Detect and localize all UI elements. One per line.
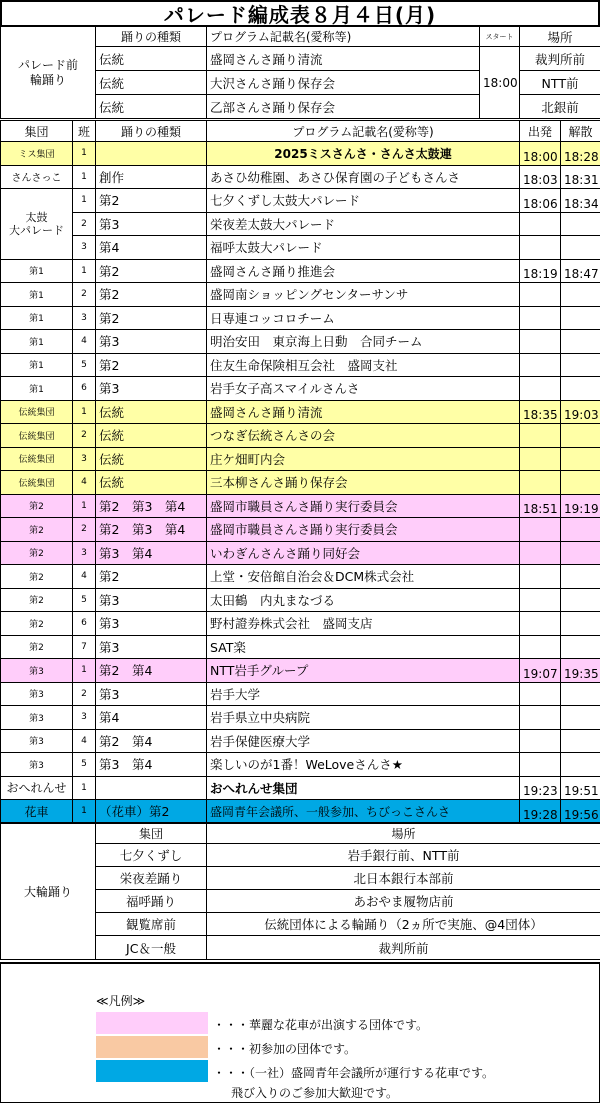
row-type: 第2 第4 [96, 729, 207, 753]
table-row [1, 588, 600, 612]
legend-text: ・・・（一社）盛岡青年会議所が運行する花車です。 [213, 1066, 495, 1080]
row-type: 第2 第4 [96, 659, 207, 683]
row-group: 第1 [1, 283, 73, 307]
row-depart: 18:35 [520, 400, 561, 424]
header-program: プログラム記載名(愛称等) [207, 121, 520, 142]
row-depart: 18:51 [520, 494, 561, 518]
row-depart [520, 635, 561, 659]
table-row [1, 330, 600, 354]
circle-place: 岩手銀行前、NTT前 [207, 844, 600, 867]
row-dismiss: 19:19 [561, 494, 600, 518]
row-group: 伝統集団 [1, 400, 73, 424]
row-depart: 19:07 [520, 659, 561, 683]
row-dismiss [561, 682, 600, 706]
row-program: 楽しいのが1番！WeLoveさんさ★ [207, 753, 520, 777]
row-depart [520, 565, 561, 589]
table-row [1, 236, 600, 260]
row-type: 第3 [96, 330, 207, 354]
legend-footer: 飛び入りのご参加大歓迎です。 [231, 1086, 399, 1100]
row-group: 第2 [1, 588, 73, 612]
pre-row-program: 盛岡さんさ踊り清流 [207, 47, 480, 71]
row-program: NTT岩手グループ [207, 659, 520, 683]
row-type: 第3 第4 [96, 753, 207, 777]
header-type: 踊りの種類 [96, 27, 207, 47]
row-team: 6 [73, 377, 96, 401]
row-dismiss [561, 236, 600, 260]
header-start: スタート [480, 27, 520, 47]
row-team: 3 [73, 447, 96, 471]
big-circle-label: 大輪踊り [1, 823, 96, 960]
row-depart [520, 518, 561, 542]
row-dismiss [561, 353, 600, 377]
row-dismiss [561, 306, 600, 330]
table-row [1, 706, 600, 730]
row-dismiss [561, 330, 600, 354]
circle-place: あおやま履物店前 [207, 890, 600, 913]
pre-row-type: 伝統 [96, 71, 207, 95]
row-type [96, 776, 207, 800]
row-group: 第3 [1, 753, 73, 777]
row-group: 第2 [1, 635, 73, 659]
table-row [1, 377, 600, 401]
table-row [1, 800, 600, 824]
row-program: 盛岡青年会議所、一般参加、ちびっこさんさ [207, 800, 520, 824]
row-type: 伝統 [96, 400, 207, 424]
row-dismiss: 18:47 [561, 259, 600, 283]
circle-group: 七夕くずし [96, 844, 207, 867]
row-dismiss [561, 635, 600, 659]
row-group: 第3 [1, 682, 73, 706]
row-dismiss: 19:51 [561, 776, 600, 800]
row-type: 第2 [96, 353, 207, 377]
row-program: 住友生命保険相互会社 盛岡支社 [207, 353, 520, 377]
row-group: 伝統集団 [1, 447, 73, 471]
row-dismiss [561, 283, 600, 307]
row-group: 第2 [1, 565, 73, 589]
parade-table [0, 120, 600, 824]
row-type: 第2 [96, 306, 207, 330]
row-program: 盛岡南ショッピングセンターサンサ [207, 283, 520, 307]
row-team: 2 [73, 283, 96, 307]
row-program: 岩手県立中央病院 [207, 706, 520, 730]
header-team: 班 [73, 121, 96, 142]
big-circle-table [0, 822, 600, 960]
row-team: 4 [73, 471, 96, 495]
row-group: 第2 [1, 518, 73, 542]
row-team: 2 [73, 682, 96, 706]
circle-group: 福呼踊り [96, 890, 207, 913]
row-dismiss: 19:03 [561, 400, 600, 424]
header-program: プログラム記載名(愛称等) [207, 27, 480, 47]
row-team: 4 [73, 330, 96, 354]
row-program: 日専連コッコロチーム [207, 306, 520, 330]
row-dismiss [561, 212, 600, 236]
row-team: 7 [73, 635, 96, 659]
row-group: 第1 [1, 306, 73, 330]
table-row [1, 447, 600, 471]
row-dismiss [561, 541, 600, 565]
row-dismiss [561, 424, 600, 448]
legend [0, 962, 600, 1103]
row-program: 2025ミスさんさ・さんさ太鼓連 [207, 142, 520, 166]
row-program: 三本柳さんさ踊り保存会 [207, 471, 520, 495]
table-row [1, 682, 600, 706]
row-depart: 18:00 [520, 142, 561, 166]
table-row [1, 306, 600, 330]
row-type: 第4 [96, 706, 207, 730]
row-type: 第4 [96, 236, 207, 260]
row-program: 太田鶴 内丸まなづる [207, 588, 520, 612]
table-row [1, 424, 600, 448]
table-row [1, 189, 600, 213]
row-team: 4 [73, 565, 96, 589]
row-team: 5 [73, 588, 96, 612]
row-group: 伝統集団 [1, 471, 73, 495]
header-place: 場所 [520, 27, 600, 47]
row-team: 1 [73, 494, 96, 518]
pre-parade-label: パレード前 輪踊り [1, 27, 96, 119]
row-depart: 18:19 [520, 259, 561, 283]
header-group: 集団 [1, 121, 73, 142]
table-row [1, 541, 600, 565]
pre-row-place: NTT前 [520, 71, 600, 95]
circle-place: 北日本銀行本部前 [207, 867, 600, 890]
row-team: 2 [73, 518, 96, 542]
legend-swatch-blue [96, 1060, 208, 1082]
row-type: 第2 第3 第4 [96, 518, 207, 542]
row-team: 1 [73, 142, 96, 166]
row-type: 伝統 [96, 447, 207, 471]
table-row [1, 776, 600, 800]
circle-group: 栄夜差踊り [96, 867, 207, 890]
row-depart [520, 377, 561, 401]
table-row [1, 659, 600, 683]
row-type: 伝統 [96, 424, 207, 448]
row-program: 盛岡市職員さんさ踊り実行委員会 [207, 494, 520, 518]
header-group: 集団 [96, 823, 207, 844]
row-team: 1 [73, 259, 96, 283]
pre-row-program: 乙部さんさ踊り保存会 [207, 95, 480, 119]
row-type: 第3 [96, 377, 207, 401]
row-type: 伝統 [96, 471, 207, 495]
row-depart [520, 236, 561, 260]
row-depart [520, 283, 561, 307]
row-depart [520, 447, 561, 471]
row-depart: 18:06 [520, 189, 561, 213]
row-program: 盛岡さんさ踊り清流 [207, 400, 520, 424]
table-row [1, 165, 600, 189]
circle-place: 裁判所前 [207, 936, 600, 960]
legend-heading: ≪凡例≫ [96, 994, 146, 1008]
row-type: 第2 第3 第4 [96, 494, 207, 518]
page-title: パレード編成表８月４日(月) [0, 0, 600, 26]
row-team: 3 [73, 706, 96, 730]
row-program: 七夕くずし太鼓大パレード [207, 189, 520, 213]
row-group: 第2 [1, 612, 73, 636]
pre-row-program: 大沢さんさ踊り保存会 [207, 71, 480, 95]
row-dismiss [561, 729, 600, 753]
legend-swatch-pink [96, 1012, 208, 1034]
row-program: あさひ幼稚園、あさひ保育園の子どもさんさ [207, 165, 520, 189]
table-row [1, 471, 600, 495]
pre-start-time: 18:00 [480, 47, 520, 119]
row-dismiss [561, 377, 600, 401]
row-depart [520, 306, 561, 330]
row-type: 第3 [96, 612, 207, 636]
row-dismiss [561, 753, 600, 777]
row-group: 第1 [1, 259, 73, 283]
row-dismiss: 18:31 [561, 165, 600, 189]
row-program: 岩手大学 [207, 682, 520, 706]
row-dismiss: 19:56 [561, 800, 600, 824]
pre-row-type: 伝統 [96, 47, 207, 71]
row-program: おへれんせ集団 [207, 776, 520, 800]
row-dismiss [561, 447, 600, 471]
row-team: 1 [73, 165, 96, 189]
row-team: 3 [73, 236, 96, 260]
row-type: 第2 [96, 259, 207, 283]
row-group: 第1 [1, 353, 73, 377]
row-team: 1 [73, 400, 96, 424]
row-group: 第3 [1, 729, 73, 753]
row-type: 第2 [96, 565, 207, 589]
row-depart: 19:23 [520, 776, 561, 800]
row-team: 1 [73, 189, 96, 213]
row-group: 第1 [1, 377, 73, 401]
row-dismiss [561, 588, 600, 612]
row-depart [520, 706, 561, 730]
row-type: 第3 [96, 635, 207, 659]
table-row [1, 494, 600, 518]
row-team: 2 [73, 212, 96, 236]
row-program: 上堂・安倍館自治会＆DCM株式会社 [207, 565, 520, 589]
row-group: おへれんせ [1, 776, 73, 800]
table-row [1, 353, 600, 377]
row-team: 4 [73, 729, 96, 753]
circle-place: 伝統団体による輪踊り（2ヵ所で実施、@4団体） [207, 913, 600, 936]
row-depart [520, 682, 561, 706]
row-team: 3 [73, 541, 96, 565]
row-group: 第2 [1, 494, 73, 518]
row-depart [520, 753, 561, 777]
row-team: 5 [73, 753, 96, 777]
table-row [1, 283, 600, 307]
row-depart [520, 471, 561, 495]
circle-group: JC＆一般 [96, 936, 207, 960]
row-depart [520, 729, 561, 753]
table-row [1, 565, 600, 589]
row-group: 第1 [1, 330, 73, 354]
table-row [1, 753, 600, 777]
row-team: 1 [73, 776, 96, 800]
row-program: 福呼太鼓大パレード [207, 236, 520, 260]
row-dismiss [561, 565, 600, 589]
row-group: ミス集団 [1, 142, 73, 166]
row-team: 1 [73, 659, 96, 683]
row-program: 栄夜差太鼓大パレード [207, 212, 520, 236]
row-depart: 19:28 [520, 800, 561, 824]
row-depart [520, 424, 561, 448]
row-type: 第3 [96, 588, 207, 612]
row-group: 第3 [1, 659, 73, 683]
row-dismiss [561, 612, 600, 636]
row-type: 第3 [96, 212, 207, 236]
row-type: （花車）第2 [96, 800, 207, 824]
pre-parade-table [0, 26, 600, 119]
row-type [96, 142, 207, 166]
table-row [1, 400, 600, 424]
row-program: 庄ケ畑町内会 [207, 447, 520, 471]
pre-row-place: 裁判所前 [520, 47, 600, 71]
row-dismiss [561, 706, 600, 730]
row-team: 6 [73, 612, 96, 636]
legend-text: ・・・初参加の団体です。 [213, 1042, 357, 1056]
row-program: 盛岡さんさ踊り推進会 [207, 259, 520, 283]
pre-row-place: 北銀前 [520, 95, 600, 119]
row-group: 第3 [1, 706, 73, 730]
row-group: 太鼓 大パレード [1, 189, 73, 260]
header-place: 場所 [207, 823, 600, 844]
header-dismiss: 解散 [561, 121, 600, 142]
row-team: 2 [73, 424, 96, 448]
table-row [1, 612, 600, 636]
row-type: 第2 [96, 189, 207, 213]
row-depart [520, 541, 561, 565]
table-row [1, 518, 600, 542]
circle-group: 観覧席前 [96, 913, 207, 936]
row-program: 岩手保健医療大学 [207, 729, 520, 753]
row-depart [520, 212, 561, 236]
legend-text: ・・・華麗な花車が出演する団体です。 [213, 1018, 429, 1032]
row-dismiss: 19:35 [561, 659, 600, 683]
row-program: つなぎ伝統さんさの会 [207, 424, 520, 448]
header-type: 踊りの種類 [96, 121, 207, 142]
row-type: 第3 第4 [96, 541, 207, 565]
row-dismiss: 18:34 [561, 189, 600, 213]
row-type: 第3 [96, 682, 207, 706]
row-depart: 18:03 [520, 165, 561, 189]
table-row [1, 729, 600, 753]
table-row [1, 635, 600, 659]
row-group: 花車 [1, 800, 73, 824]
row-depart [520, 353, 561, 377]
row-group: 第2 [1, 541, 73, 565]
row-group: さんさっこ [1, 165, 73, 189]
row-program: 明治安田 東京海上日動 合同チーム [207, 330, 520, 354]
row-depart [520, 588, 561, 612]
row-depart [520, 330, 561, 354]
row-dismiss [561, 471, 600, 495]
header-depart: 出発 [520, 121, 561, 142]
row-program: 岩手女子高スマイルさんさ [207, 377, 520, 401]
table-row [1, 259, 600, 283]
pre-row-type: 伝統 [96, 95, 207, 119]
row-program: 野村證券株式会社 盛岡支店 [207, 612, 520, 636]
row-group: 伝統集団 [1, 424, 73, 448]
table-row [1, 142, 600, 166]
row-program: 盛岡市職員さんさ踊り実行委員会 [207, 518, 520, 542]
row-team: 5 [73, 353, 96, 377]
row-dismiss [561, 518, 600, 542]
row-type: 創作 [96, 165, 207, 189]
row-depart [520, 612, 561, 636]
row-team: 1 [73, 800, 96, 824]
row-type: 第2 [96, 283, 207, 307]
row-dismiss: 18:28 [561, 142, 600, 166]
table-row [1, 212, 600, 236]
row-team: 3 [73, 306, 96, 330]
row-program: いわぎんさんさ踊り同好会 [207, 541, 520, 565]
legend-swatch-peach [96, 1036, 208, 1058]
row-program: SAT楽 [207, 635, 520, 659]
